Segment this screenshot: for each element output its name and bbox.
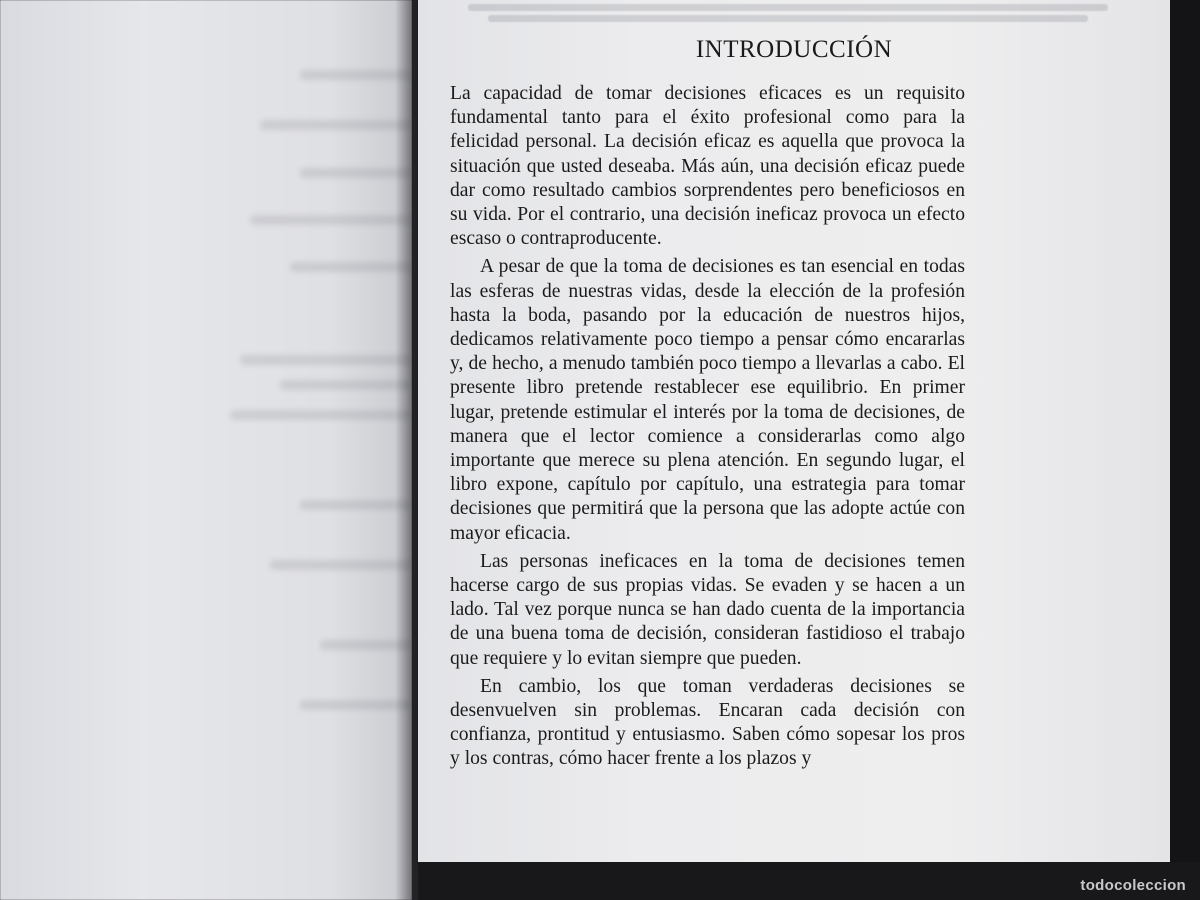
left-page-ghost-text	[0, 0, 412, 900]
page-body	[450, 82, 965, 776]
left-page	[0, 0, 412, 900]
background-right	[1170, 0, 1200, 900]
paragraph-4: En cambio, los que toman verdaderas decisiones se desenvuelven sin problemas. Encaran cada decisión con confianza, prontitud y entusiasmo. Saben cómo sopesar los pros y los contras, cómo hacer frente a los plazos y	[450, 675, 965, 770]
paragraph-3: Las personas ineficaces en la toma de decisiones temen hacerse cargo de sus propias vidas. Se evaden y se hacen a un lado. Tal vez porque nunca se han dado cuenta de la importancia de una buena toma de decisión, consideran fastidioso el trabajo que requiere y lo evitan siempre que pueden.	[450, 550, 965, 669]
previous-page-bleed	[448, 0, 1138, 24]
page-title: INTRODUCCIÓN	[695, 36, 893, 63]
paragraph-1: La capacidad de tomar decisiones eficaces es un requisito fundamental tanto para el éxito profesional como para la felicidad personal. La decisión eficaz es aquella que provoca la situación que usted deseaba. Más aún, una decisión eficaz puede dar como resultado cambios sorprendentes pero beneficiosos en su vida. Por el contrario, una decisión ineficaz provoca un efecto escaso o contraproducente.	[450, 83, 965, 250]
watermark-logo: todocoleccion	[1080, 877, 1186, 894]
paragraph-2: A pesar de que la toma de decisiones es tan esencial en todas las esferas de nuestras vidas, desde la elección de la profesión hasta la boda, pasando por la educación de nuestros hijos, dedicamos relativamente poco tiempo a pensar cómo encararlas y, de hecho, a menudo también poco tiempo a llevarlas a cabo. El presente libro pretende restablecer ese equilibrio. En primer lugar, pretende estimular el interés por la toma de decisiones, de manera que el lector comience a considerarlas como algo importante que merece su plena atención. En segundo lugar, el libro expone, capítulo por capítulo, una estrategia para tomar decisiones que permitirá que la persona que las adopte actúe con mayor eficacia.	[450, 256, 965, 544]
